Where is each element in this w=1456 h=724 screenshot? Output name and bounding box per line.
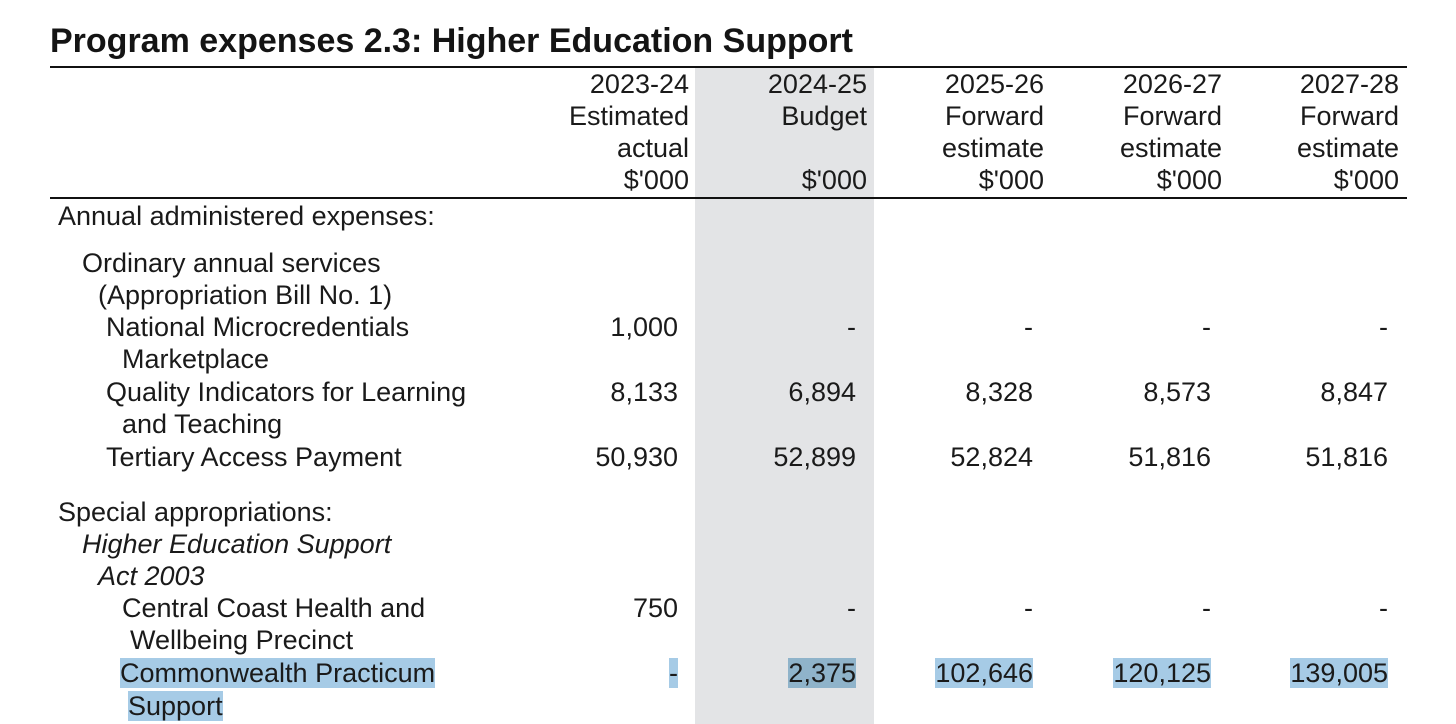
row-label-continued: Marketplace [122, 344, 270, 374]
section-annual-expenses: Annual administered expenses: [58, 201, 435, 231]
selected-text[interactable]: 2,375 [788, 658, 856, 688]
cell-value: 8,847 [1320, 377, 1388, 407]
section-ordinary-services: Ordinary annual services [82, 248, 381, 278]
section-appropriation-bill: (Appropriation Bill No. 1) [98, 280, 393, 310]
column-unit: $'000 [1333, 165, 1399, 195]
cell-value: 51,816 [1128, 442, 1211, 472]
column-unit: $'000 [801, 165, 867, 195]
column-type: Estimated [568, 101, 689, 131]
section-hesa-act-year: Act 2003 [98, 561, 205, 591]
column-type-2: estimate [941, 133, 1044, 163]
row-label: Quality Indicators for Learning [106, 377, 467, 407]
cell-value: - [1379, 312, 1388, 342]
column-year: 2027-28 [1299, 69, 1399, 99]
cell-value: - [1024, 593, 1033, 623]
column-type: Forward [944, 101, 1044, 131]
column-type-2: estimate [1119, 133, 1222, 163]
cell-value: - [847, 593, 856, 623]
column-unit: $'000 [1156, 165, 1222, 195]
cell-value[interactable] [1061, 657, 1211, 689]
column-header-2024-25 [687, 68, 867, 196]
row-label-continued: Wellbeing Precinct [130, 625, 354, 655]
cell-value[interactable] [706, 657, 856, 689]
cell-value: 50,930 [595, 442, 678, 472]
cell-value[interactable] [883, 657, 1033, 689]
column-type-2: estimate [1296, 133, 1399, 163]
table-title: Program expenses 2.3: Higher Education Support [50, 22, 853, 60]
column-year: 2025-26 [944, 69, 1044, 99]
selected-text[interactable]: Support [128, 691, 223, 721]
row-label: Central Coast Health and [122, 593, 426, 623]
section-hesa-act: Higher Education Support [82, 529, 392, 559]
column-header-2025-26 [864, 68, 1044, 196]
row-label: National Microcredentials [106, 312, 410, 342]
row-label: Tertiary Access Payment [106, 442, 402, 472]
cell-value: 8,328 [965, 377, 1033, 407]
cell-value: - [1024, 312, 1033, 342]
cell-value: 6,894 [788, 377, 856, 407]
cell-value: 8,133 [610, 377, 678, 407]
cell-value[interactable] [1238, 657, 1388, 689]
column-header-2027-28 [1219, 68, 1399, 196]
cell-value[interactable] [528, 657, 678, 689]
column-type: Forward [1122, 101, 1222, 131]
selected-text[interactable]: 139,005 [1290, 658, 1388, 688]
cell-value: - [1202, 593, 1211, 623]
column-header-2026-27 [1042, 68, 1222, 196]
row-label-continued: and Teaching [122, 409, 283, 439]
selected-row-label[interactable] [120, 657, 435, 689]
cell-value: 51,816 [1305, 442, 1388, 472]
column-type-2 [687, 132, 867, 164]
cell-value: - [1202, 312, 1211, 342]
cell-value: 8,573 [1143, 377, 1211, 407]
cell-value: - [847, 312, 856, 342]
column-type: Budget [781, 101, 867, 131]
selected-text[interactable]: 102,646 [935, 658, 1033, 688]
column-year: 2024-25 [767, 69, 867, 99]
column-unit: $'000 [978, 165, 1044, 195]
cell-value: - [1379, 593, 1388, 623]
cell-value: 1,000 [610, 312, 678, 342]
selected-text[interactable]: 120,125 [1113, 658, 1211, 688]
column-type-2: actual [616, 133, 689, 163]
selected-text[interactable]: - [669, 658, 678, 688]
section-special-appropriations: Special appropriations: [58, 497, 333, 527]
cell-value: 750 [632, 593, 678, 623]
column-year: 2023-24 [589, 69, 689, 99]
column-unit: $'000 [623, 165, 689, 195]
selected-row-label-continued[interactable] [128, 690, 223, 722]
cell-value: 52,824 [950, 442, 1033, 472]
column-header-2023-24 [509, 68, 689, 196]
selected-text[interactable]: Commonwealth Practicum [120, 658, 436, 688]
cell-value: 52,899 [773, 442, 856, 472]
header-rule [50, 197, 1407, 199]
column-type: Forward [1299, 101, 1399, 131]
column-year: 2026-27 [1122, 69, 1222, 99]
